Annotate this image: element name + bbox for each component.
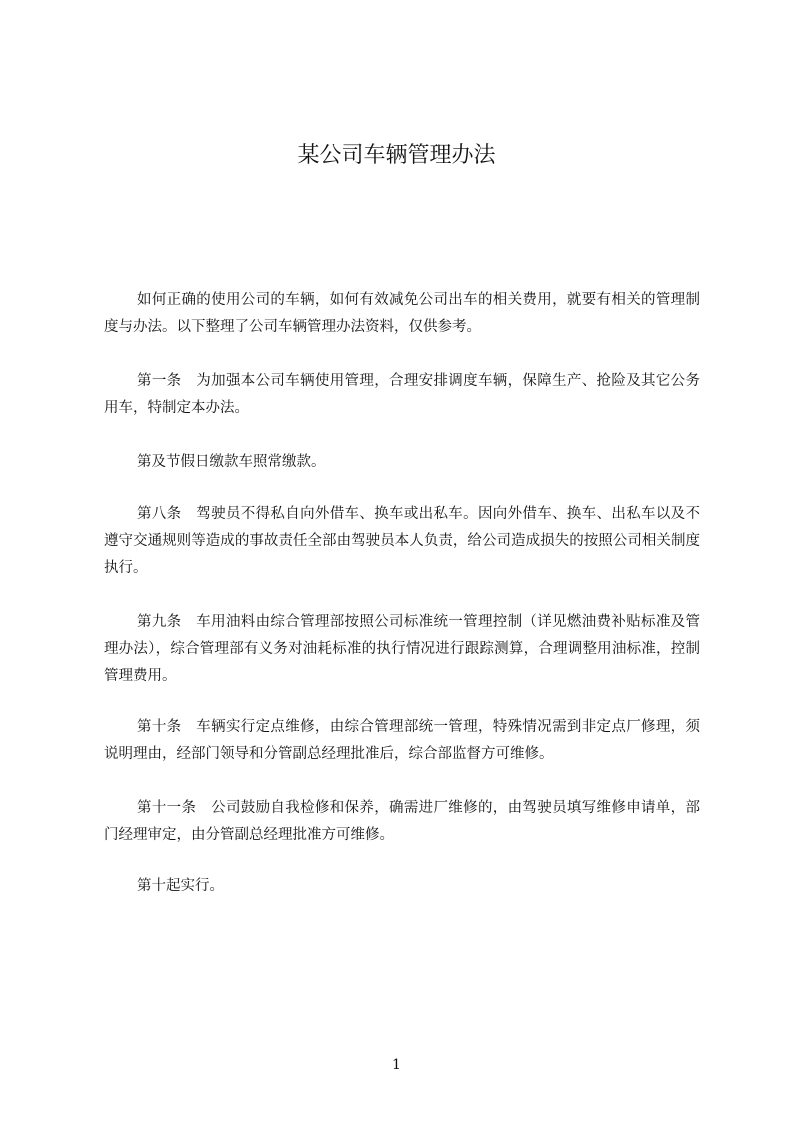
paragraph-effective: 第十起实行。 <box>137 878 224 894</box>
paragraph-article-10: 第十条 车辆实行定点维修，由综合管理部统一管理，特殊情况需到非定点厂修理，须说明理由，经部门领导和分管副总经理批准后，综合部监督方可维修。 <box>104 719 700 762</box>
document-title: 某公司车辆管理办法 <box>297 143 496 168</box>
paragraph-article-11: 第十一条 公司鼓励自我检修和保养，确需进厂维修的，由驾驶员填写维修申请单，部门经理审定，由分管副总经理批准方可维修。 <box>104 800 700 843</box>
paragraph-article-8: 第八条 驾驶员不得私自向外借车、换车或出私车。因向外借车、换车、出私车以及不遵守交通规则等造成的事故责任全部由驾驶员本人负责，给公司造成损失的按照公司相关制度执行。 <box>104 506 700 576</box>
paragraph-intro: 如何正确的使用公司的车辆，如何有效减免公司出车的相关费用，就要有相关的管理制度与办法。以下整理了公司车辆管理办法资料，仅供参考。 <box>104 292 700 335</box>
paragraph-article-1: 第一条 为加强本公司车辆使用管理，合理安排调度车辆，保障生产、抢险及其它公务用车，特制定本办法。 <box>104 373 700 416</box>
paragraph-article-9: 第九条 车用油料由综合管理部按照公司标准统一管理控制（详见燃油费补贴标准及管理办法），综合管理部有义务对油耗标准的执行情况进行跟踪测算，合理调整用油标准，控制管理费用。 <box>104 614 700 684</box>
paragraph-holiday-payment: 第及节假日缴款车照常缴款。 <box>137 454 326 470</box>
page-number: 1 <box>392 1057 401 1073</box>
